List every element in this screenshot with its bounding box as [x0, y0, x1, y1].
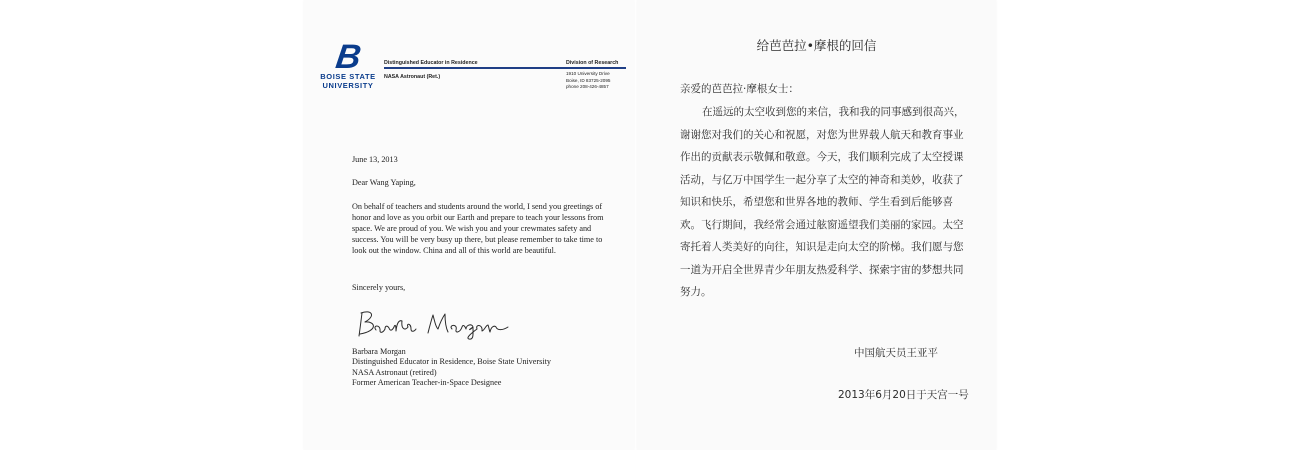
reply-body-text: 在遥远的太空收到您的来信，我和我的同事感到很高兴，谢谢您对我们的关心和祝愿，对您为世界载人航天和教育事业作出的贡献表示敬佩和敬意。今天，我们顺利完成了太空授课活动，与亿万中国学生一起分享了太空的神奇和美妙，收获了知识和快乐，希望您和世界各地的教师、学生看到后能够喜欢。飞行期间，我经常会通过舷窗遥望我们美丽的家园。太空寄托着人类美好的向往，知识是走向太空的阶梯。我们愿与您一道为开启全世界青少年朋友热爱科学、探索宇宙的梦想共同努力。	[680, 106, 965, 298]
reply-salutation: 亲爱的芭芭拉·摩根女士：	[680, 83, 799, 95]
reply-body	[680, 101, 970, 304]
reply-title: 给芭芭拉•摩根的回信	[756, 38, 877, 53]
logo-name-line1: BOISE STATE	[320, 72, 376, 81]
signer-title: Distinguished Educator in Residence, Boise State University	[352, 357, 551, 367]
letter-closing: Sincerely yours,	[352, 283, 406, 292]
logo-name-line2: UNIVERSITY	[322, 81, 374, 90]
letterhead-phone: phone 208-426-4857	[566, 84, 609, 89]
reply-signer: 中国航天员王亚平	[854, 347, 938, 359]
signer-title: NASA Astronaut (retired)	[352, 367, 437, 377]
logo-letter: B	[333, 38, 363, 76]
letterhead-department: Division of Research	[566, 60, 619, 66]
letter-salutation: Dear Wang Yaping,	[352, 178, 416, 187]
reply-date: 2013年6月20日于天宫一号	[838, 389, 969, 401]
reply-letter-from-wang-yaping	[637, 0, 996, 450]
letterhead-title: Distinguished Educator in Residence	[384, 60, 478, 66]
letter-body: On behalf of teachers and students around the world, I send you greetings of honor and love as you orbit our Earth and prepare to teach your lessons from space. We are proud of you. We wish you and your crewmates safety and success. You will be very busy up there, but please remember to take time to look out the window. China and all of this world are beautiful.	[352, 202, 604, 256]
letterhead-title-block	[384, 58, 478, 82]
signature-block	[352, 347, 551, 388]
boise-state-logo	[308, 38, 388, 90]
letter-from-barbara-morgan	[304, 0, 634, 450]
letterhead-address-line: Boise, ID 83725-2095	[566, 77, 611, 83]
letter-date: June 13, 2013	[352, 155, 398, 164]
letterhead-contact-block	[566, 58, 630, 91]
signer-title: Former American Teacher-in-Space Designee	[352, 377, 502, 387]
letterhead-subtitle: NASA Astronaut (Ret.)	[384, 74, 441, 80]
handwritten-signature	[356, 303, 526, 341]
letterhead-address-line: 1910 University Drive	[566, 71, 610, 76]
signer-name: Barbara Morgan	[352, 347, 406, 356]
